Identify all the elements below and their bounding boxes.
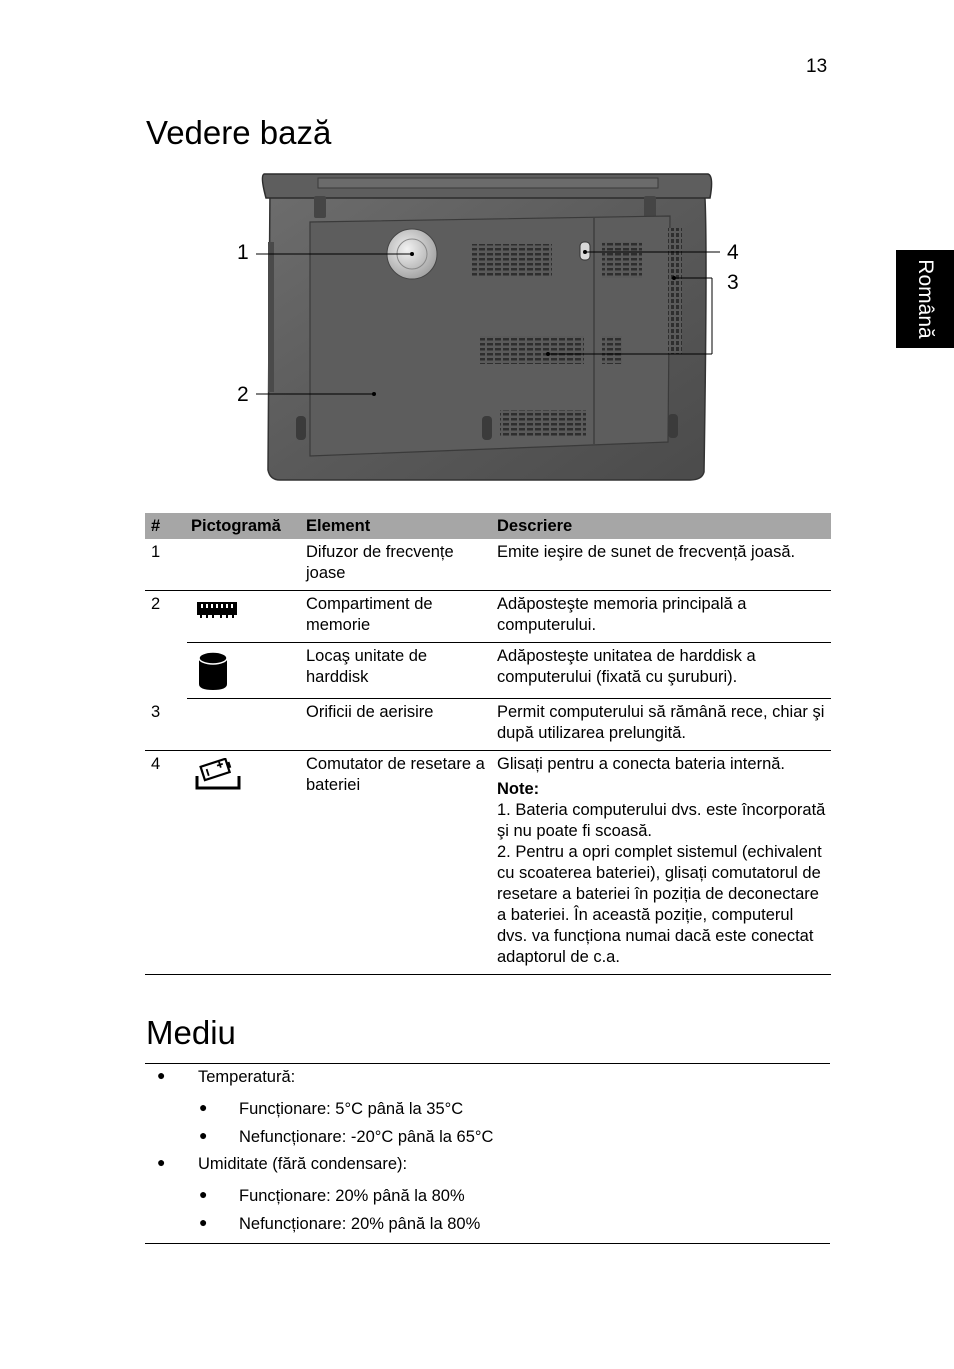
- table-row: [145, 591, 831, 643]
- callout-4: 4: [727, 241, 739, 264]
- table-row: [145, 699, 831, 751]
- callout-3: 3: [727, 271, 739, 294]
- bullet-icon: ●: [157, 1154, 166, 1170]
- row-icon-empty: [187, 699, 302, 751]
- list-item: Nefuncționare: 20% până la 80%: [239, 1215, 481, 1233]
- callout-2: 2: [237, 383, 249, 406]
- bullet-icon: ●: [199, 1186, 208, 1202]
- row-number: [145, 643, 187, 699]
- row-number: 4: [145, 751, 187, 975]
- header-element: Element: [302, 513, 493, 539]
- list-item: Umiditate (fără condensare):: [198, 1155, 408, 1173]
- header-icon: Pictogramă: [187, 513, 302, 539]
- header-number: #: [145, 513, 187, 539]
- bullet-icon: ●: [199, 1127, 208, 1143]
- table-header-row: [145, 513, 831, 539]
- row-description: Permit computerului să rămână rece, chiar şi după utilizarea prelungită.: [493, 699, 831, 751]
- row-description: [493, 751, 831, 975]
- laptop-bottom-view-figure: [230, 172, 750, 490]
- component-table: [145, 513, 831, 975]
- row-icon: [187, 643, 302, 699]
- divider: [145, 1063, 830, 1064]
- row-element: Difuzor de frecvențe joase: [302, 539, 493, 591]
- list-item: Funcționare: 5°C până la 35°C: [239, 1100, 464, 1118]
- list-item: Nefuncționare: -20°C până la 65°C: [239, 1128, 494, 1146]
- row-number: 1: [145, 539, 187, 591]
- list-item: Funcționare: 20% până la 80%: [239, 1187, 465, 1205]
- row-icon: [187, 591, 302, 643]
- bullet-icon: ●: [157, 1067, 166, 1083]
- table-row: [145, 539, 831, 591]
- row-description: Emite ieşire de sunet de frecvență joasă.: [493, 539, 831, 591]
- note-item: 2. Pentru a opri complet sistemul (echivalent cu scoaterea bateriei), glisați comutatorul de resetare a bateriei în poziția de deconectare a bateriei. În această poziție, computerul dvs. va funcționa numai dacă este conectat adaptorul de c.a.: [497, 843, 822, 966]
- language-tab: [896, 250, 954, 348]
- memory-icon: [195, 598, 239, 620]
- row-number: 2: [151, 595, 161, 613]
- row-element: Locaş unitate de harddisk: [302, 643, 493, 699]
- section-title-environment: Mediu: [146, 1014, 236, 1051]
- description-text: Glisați pentru a conecta bateria internă.: [497, 755, 786, 773]
- table-row: [145, 751, 831, 975]
- row-number: 3: [145, 699, 187, 751]
- header-description: Descriere: [493, 513, 831, 539]
- bullet-icon: ●: [199, 1099, 208, 1115]
- page-number: 13: [806, 56, 828, 77]
- hdd-icon: [195, 650, 231, 692]
- callout-1: 1: [237, 241, 249, 264]
- battery-reset-icon: [195, 758, 241, 792]
- row-description: Adăposteşte unitatea de harddisk a computerului (fixată cu şuruburi).: [493, 643, 831, 699]
- language-tab-label: Română: [914, 259, 937, 339]
- row-element: Comutator de resetare a bateriei: [302, 751, 493, 975]
- note-label: Note:: [497, 780, 540, 798]
- bullet-icon: ●: [199, 1214, 208, 1230]
- laptop-bottom-illustration: [230, 172, 750, 490]
- divider: [145, 1243, 830, 1244]
- list-item: Temperatură:: [198, 1068, 296, 1086]
- row-description: Adăposteşte memoria principală a computerului.: [493, 591, 831, 643]
- section-title-base-view: Vedere bază: [146, 114, 332, 151]
- row-element: Compartiment de memorie: [302, 591, 493, 643]
- note-item: 1. Bateria computerului dvs. este încorporată şi nu poate fi scoasă.: [497, 801, 826, 840]
- row-icon-empty: [187, 539, 302, 591]
- table-row: [145, 643, 831, 699]
- row-icon: [187, 751, 302, 975]
- row-element: Orificii de aerisire: [302, 699, 493, 751]
